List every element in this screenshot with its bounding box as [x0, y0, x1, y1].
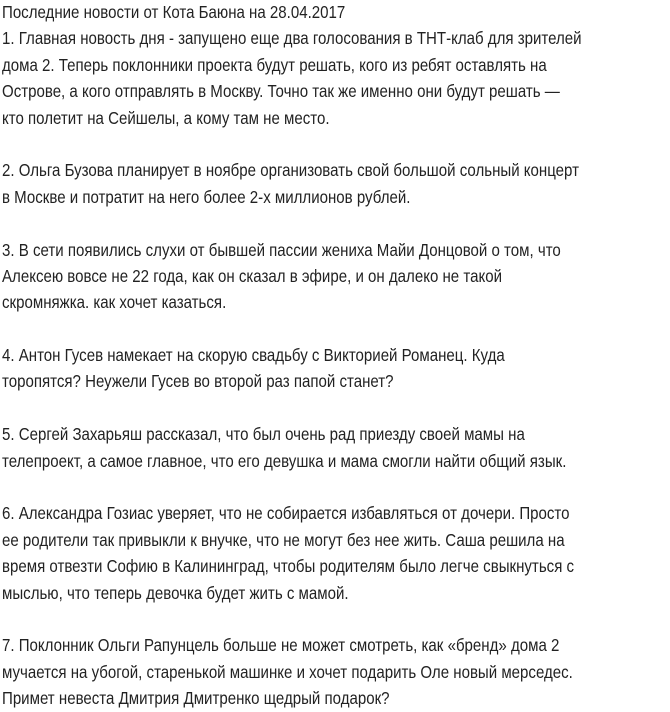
paragraph-gap	[2, 474, 670, 500]
paragraph-gap	[2, 210, 670, 236]
paragraph-gap	[2, 606, 670, 632]
news-line: ее родители так привыкли к внучке, что не могут без нее жить. Саша решила на	[2, 529, 565, 550]
news-line: Острове, а кого отправлять в Москву. Точно так же именно они будут решать —	[2, 81, 560, 102]
news-line: мучается на убогой, старенькой машинке и хочет подарить Оле новый мерседес.	[2, 661, 573, 682]
news-item-7	[2, 632, 670, 711]
news-line: телепроект, а самое главное, что его девушка и мама смогли найти общий язык.	[2, 450, 567, 471]
news-line: 5. Сергей Захарьяш рассказал, что был очень рад приезду своей мамы на	[2, 424, 525, 445]
news-line: 3. В сети появились слухи от бывшей пассии жениха Майи Донцовой о том, что	[2, 239, 561, 260]
news-line: кто полетит на Сейшелы, а кому там не место.	[2, 107, 330, 128]
news-line: мыслью, что теперь девочка будет жить с мамой.	[2, 582, 349, 603]
news-item-1	[2, 25, 670, 131]
news-line: 7. Поклонник Ольги Рапунцель больше не может смотреть, как «бренд» дома 2	[2, 635, 560, 656]
news-item-6	[2, 500, 670, 606]
paragraph-gap	[2, 316, 670, 342]
news-line: дома 2. Теперь поклонники проекта будут решать, кого из ребят оставлять на	[2, 54, 547, 75]
news-item-2	[2, 157, 670, 210]
news-line: торопятся? Неужели Гусев во второй раз папой станет?	[2, 371, 394, 392]
news-line: 4. Антон Гусев намекает на скорую свадьбу с Викторией Романец. Куда	[2, 345, 505, 366]
news-line: скромняжка. как хочет казаться.	[2, 292, 227, 313]
news-line: 2. Ольга Бузова планирует в ноябре организовать свой большой сольный концерт	[2, 160, 579, 181]
news-line: 6. Александра Гозиас уверяет, что не собирается избавляться от дочери. Просто	[2, 503, 570, 524]
news-line: 1. Главная новость дня - запущено еще два голосования в ТНТ-клаб для зрителей	[2, 28, 582, 49]
news-line: время отвезти Софию в Калининград, чтобы родителям было легче свыкнуться с	[2, 556, 575, 577]
paragraph-gap	[2, 395, 670, 421]
news-item-3	[2, 237, 670, 316]
news-line: в Москве и потратит на него более 2-х миллионов рублей.	[2, 186, 411, 207]
paragraph-gap	[2, 131, 670, 157]
news-line: Алексею вовсе не 22 года, как он сказал в эфире, и он далеко не такой	[2, 265, 502, 286]
document-title: Последние новости от Кота Баюна на 28.04.2017	[2, 2, 346, 22]
news-item-4	[2, 342, 670, 395]
news-line: Примет невеста Дмитрия Дмитренко щедрый подарок?	[2, 688, 390, 709]
news-item-5	[2, 421, 670, 474]
